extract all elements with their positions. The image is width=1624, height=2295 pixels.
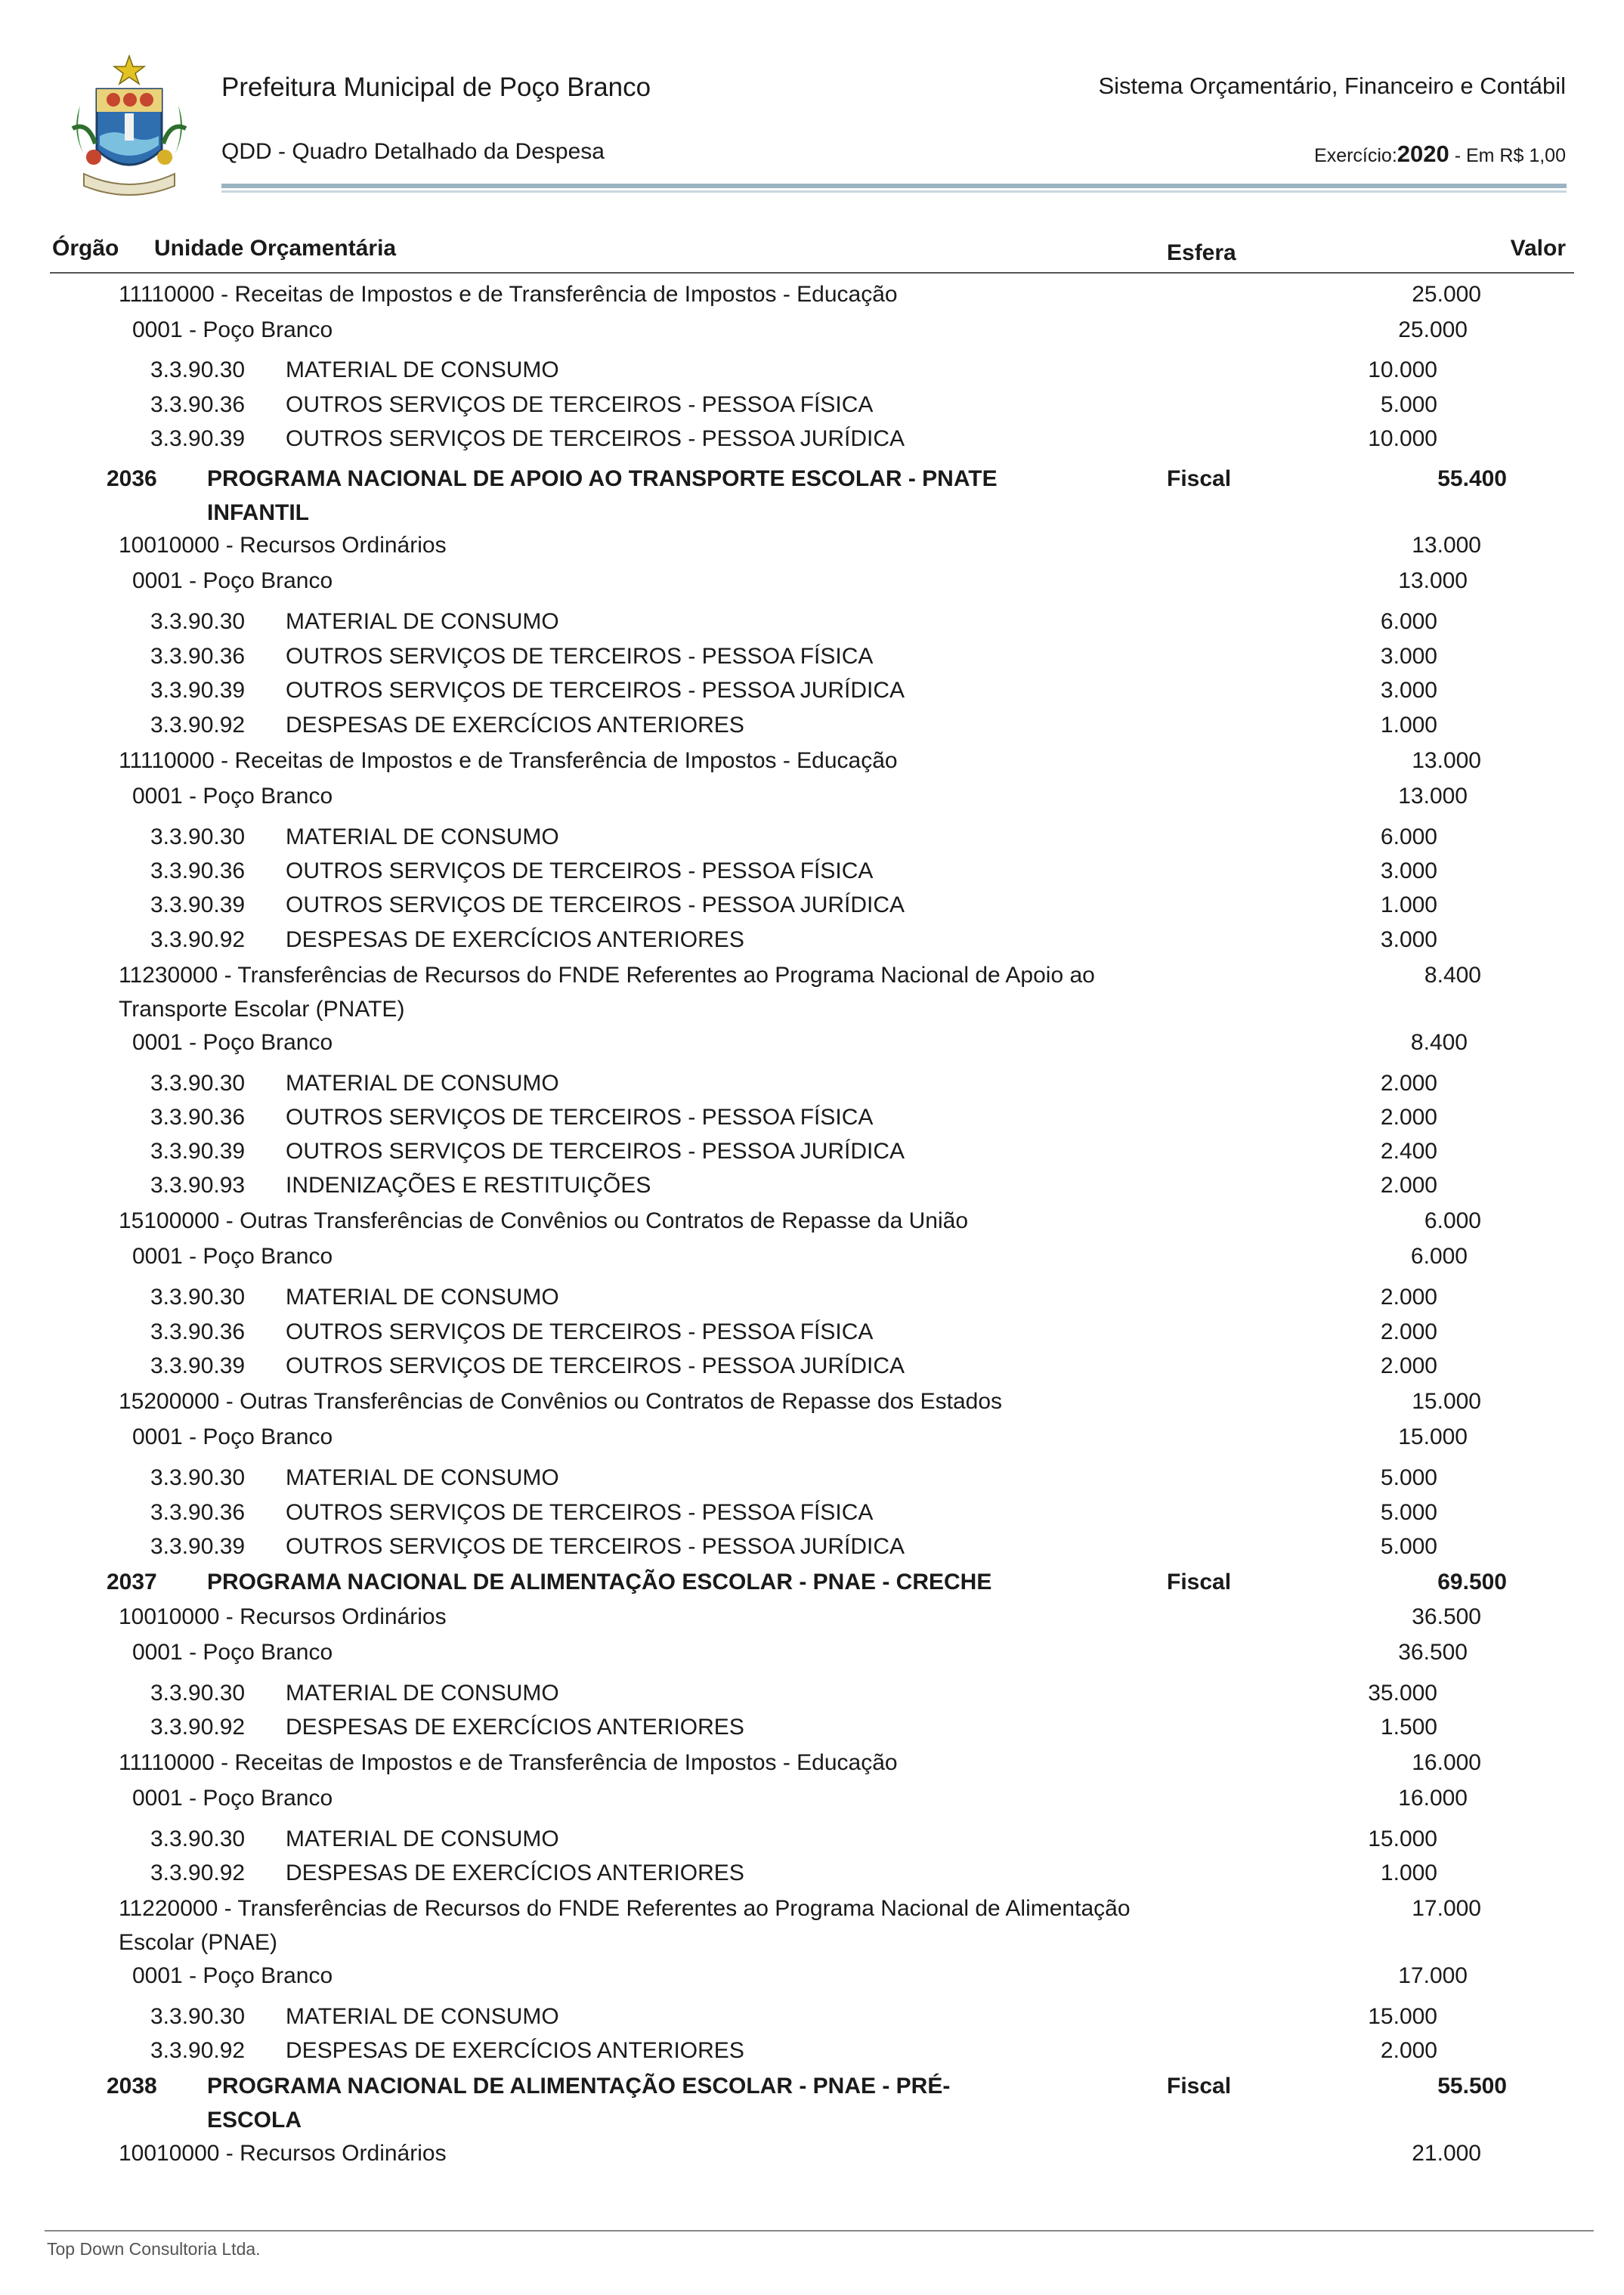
- row-value: 5.000: [1380, 392, 1437, 417]
- expense-code: 3.3.90.30: [150, 609, 246, 634]
- row-value: 3.000: [1380, 858, 1437, 883]
- row-description: 0001 - Poço Branco: [132, 784, 333, 809]
- row-value: 5.000: [1380, 1465, 1437, 1490]
- row-value: 16.000: [1412, 1750, 1481, 1775]
- row-description: DESPESAS DE EXERCÍCIOS ANTERIORES: [286, 1715, 744, 1740]
- row-description: DESPESAS DE EXERCÍCIOS ANTERIORES: [286, 927, 744, 952]
- row-description: MATERIAL DE CONSUMO: [286, 824, 559, 849]
- expense-code: 3.3.90.39: [150, 1353, 246, 1378]
- system-name: Sistema Orçamentário, Financeiro e Contábil: [1098, 73, 1566, 99]
- expense-code: 3.3.90.36: [150, 1319, 246, 1344]
- expense-code: 3.3.90.30: [150, 1465, 246, 1490]
- expense-code: 3.3.90.39: [150, 1534, 246, 1559]
- footer-rule: [45, 2230, 1594, 2232]
- row-value: 36.500: [1398, 1640, 1468, 1665]
- row-value: 13.000: [1412, 748, 1481, 773]
- row-description: OUTROS SERVIÇOS DE TERCEIROS - PESSOA FÍSICA: [286, 392, 874, 417]
- row-value: 17.000: [1398, 1963, 1468, 1988]
- row-value: 8.400: [1410, 1030, 1468, 1055]
- row-description: MATERIAL DE CONSUMO: [286, 609, 559, 634]
- row-description: 15200000 - Outras Transferências de Convênios ou Contratos de Repasse dos Estados: [119, 1389, 1003, 1414]
- column-header-orgao: Órgão: [52, 236, 119, 261]
- row-description: 11110000 - Receitas de Impostos e de Transferência de Impostos - Educação: [119, 282, 898, 307]
- row-description: OUTROS SERVIÇOS DE TERCEIROS - PESSOA FÍSICA: [286, 644, 874, 669]
- row-description: 15100000 - Outras Transferências de Convênios ou Contratos de Repasse da União: [119, 1208, 969, 1233]
- row-value: 17.000: [1412, 1896, 1481, 1921]
- row-value: 2.000: [1380, 1319, 1437, 1344]
- column-header-valor: Valor: [1510, 236, 1566, 261]
- expense-code: 3.3.90.92: [150, 2038, 246, 2063]
- row-description: OUTROS SERVIÇOS DE TERCEIROS - PESSOA FÍSICA: [286, 858, 874, 883]
- row-value: 25.000: [1398, 317, 1468, 342]
- row-value: 2.000: [1380, 1071, 1437, 1096]
- program-number: 2036: [107, 466, 157, 491]
- row-value: 13.000: [1412, 533, 1481, 558]
- row-description: OUTROS SERVIÇOS DE TERCEIROS - PESSOA JURÍDICA: [286, 1139, 905, 1164]
- program-number: 2038: [107, 2074, 157, 2099]
- row-value: 6.000: [1410, 1244, 1468, 1269]
- expense-code: 3.3.90.30: [150, 2004, 246, 2029]
- column-header-esfera: Esfera: [1167, 240, 1236, 265]
- footer-company: Top Down Consultoria Ltda.: [47, 2239, 261, 2259]
- row-value: 6.000: [1380, 609, 1437, 634]
- row-value: 15.000: [1368, 1826, 1437, 1851]
- row-value: 2.400: [1380, 1139, 1437, 1164]
- row-value: 3.000: [1380, 678, 1437, 703]
- esfera-value: Fiscal: [1167, 1570, 1232, 1594]
- row-value: 1.000: [1380, 892, 1437, 917]
- expense-code: 3.3.90.30: [150, 1285, 246, 1310]
- row-value: 36.500: [1412, 1604, 1481, 1629]
- program-title: PROGRAMA NACIONAL DE ALIMENTAÇÃO ESCOLAR - PNAE - PRÉ-ESCOLA: [207, 2074, 951, 2133]
- expense-code: 3.3.90.92: [150, 1715, 246, 1740]
- row-description: 0001 - Poço Branco: [132, 317, 333, 342]
- row-description: MATERIAL DE CONSUMO: [286, 1465, 559, 1490]
- row-value: 5.000: [1380, 1500, 1437, 1525]
- row-value: 55.500: [1437, 2074, 1507, 2099]
- row-value: 3.000: [1380, 927, 1437, 952]
- row-value: 2.000: [1380, 1105, 1437, 1130]
- row-value: 10.000: [1368, 357, 1437, 382]
- row-description: 0001 - Poço Branco: [132, 568, 333, 593]
- row-value: 2.000: [1380, 2038, 1437, 2063]
- row-description: OUTROS SERVIÇOS DE TERCEIROS - PESSOA JURÍDICA: [286, 678, 905, 703]
- row-value: 1.000: [1380, 1860, 1437, 1885]
- municipality-name: Prefeitura Municipal de Poço Branco: [221, 73, 651, 102]
- expense-code: 3.3.90.30: [150, 357, 246, 382]
- row-description: 0001 - Poço Branco: [132, 1963, 333, 1988]
- expense-code: 3.3.90.92: [150, 713, 246, 738]
- row-value: 3.000: [1380, 644, 1437, 669]
- fiscal-year-value: 2020: [1397, 141, 1449, 167]
- expense-code: 3.3.90.39: [150, 678, 246, 703]
- program-title: PROGRAMA NACIONAL DE APOIO AO TRANSPORTE ESCOLAR - PNATE INFANTIL: [207, 466, 998, 525]
- row-value: 1.500: [1380, 1715, 1437, 1740]
- expense-code: 3.3.90.36: [150, 644, 246, 669]
- row-value: 2.000: [1380, 1353, 1437, 1378]
- row-description: MATERIAL DE CONSUMO: [286, 1285, 559, 1310]
- row-description: 0001 - Poço Branco: [132, 1786, 333, 1811]
- row-value: 55.400: [1437, 466, 1507, 491]
- row-value: 13.000: [1398, 784, 1468, 809]
- row-description: 0001 - Poço Branco: [132, 1030, 333, 1055]
- row-description: OUTROS SERVIÇOS DE TERCEIROS - PESSOA JURÍDICA: [286, 892, 905, 917]
- row-description: MATERIAL DE CONSUMO: [286, 2004, 559, 2029]
- row-value: 6.000: [1424, 1208, 1481, 1233]
- row-value: 6.000: [1380, 824, 1437, 849]
- row-description: MATERIAL DE CONSUMO: [286, 1071, 559, 1096]
- row-description: 11110000 - Receitas de Impostos e de Transferência de Impostos - Educação: [119, 748, 898, 773]
- expense-code: 3.3.90.92: [150, 1860, 246, 1885]
- row-description: 10010000 - Recursos Ordinários: [119, 533, 447, 558]
- expense-code: 3.3.90.36: [150, 392, 246, 417]
- fiscal-year-label: Exercício:: [1314, 145, 1397, 166]
- expense-code: 3.3.90.36: [150, 1500, 246, 1525]
- row-description: OUTROS SERVIÇOS DE TERCEIROS - PESSOA JURÍDICA: [286, 1353, 905, 1378]
- row-description: 11220000 - Transferências de Recursos do FNDE Referentes ao Programa Nacional de Alimentação Escolar (PNAE): [119, 1896, 1131, 1955]
- esfera-value: Fiscal: [1167, 466, 1232, 491]
- row-description: 0001 - Poço Branco: [132, 1424, 333, 1449]
- row-value: 2.000: [1380, 1173, 1437, 1198]
- expense-code: 3.3.90.39: [150, 892, 246, 917]
- expense-code: 3.3.90.92: [150, 927, 246, 952]
- expense-code: 3.3.90.39: [150, 426, 246, 451]
- expense-code: 3.3.90.30: [150, 1071, 246, 1096]
- row-value: 15.000: [1398, 1424, 1468, 1449]
- row-description: 11110000 - Receitas de Impostos e de Transferência de Impostos - Educação: [119, 1750, 898, 1775]
- expense-code: 3.3.90.36: [150, 858, 246, 883]
- row-description: DESPESAS DE EXERCÍCIOS ANTERIORES: [286, 713, 744, 738]
- row-description: OUTROS SERVIÇOS DE TERCEIROS - PESSOA FÍSICA: [286, 1319, 874, 1344]
- expense-code: 3.3.90.39: [150, 1139, 246, 1164]
- row-description: INDENIZAÇÕES E RESTITUIÇÕES: [286, 1173, 651, 1198]
- expense-code: 3.3.90.93: [150, 1173, 246, 1198]
- expense-code: 3.3.90.30: [150, 1681, 246, 1706]
- expense-code: 3.3.90.36: [150, 1105, 246, 1130]
- row-description: 11230000 - Transferências de Recursos do FNDE Referentes ao Programa Nacional de Apoio ao Transporte Escolar (PNATE): [119, 963, 1095, 1022]
- row-value: 15.000: [1368, 2004, 1437, 2029]
- row-value: 8.400: [1424, 963, 1481, 988]
- row-description: 10010000 - Recursos Ordinários: [119, 1604, 447, 1629]
- row-value: 2.000: [1380, 1285, 1437, 1310]
- row-value: 10.000: [1368, 426, 1437, 451]
- row-description: DESPESAS DE EXERCÍCIOS ANTERIORES: [286, 2038, 744, 2063]
- row-value: 16.000: [1398, 1786, 1468, 1811]
- row-description: OUTROS SERVIÇOS DE TERCEIROS - PESSOA FÍSICA: [286, 1500, 874, 1525]
- row-value: 1.000: [1380, 713, 1437, 738]
- row-description: MATERIAL DE CONSUMO: [286, 1826, 559, 1851]
- column-header-unidade: Unidade Orçamentária: [154, 236, 397, 261]
- row-description: 0001 - Poço Branco: [132, 1640, 333, 1665]
- row-value: 69.500: [1437, 1570, 1507, 1594]
- row-description: MATERIAL DE CONSUMO: [286, 1681, 559, 1706]
- expense-code: 3.3.90.30: [150, 824, 246, 849]
- row-description: 0001 - Poço Branco: [132, 1244, 333, 1269]
- row-value: 13.000: [1398, 568, 1468, 593]
- row-description: 10010000 - Recursos Ordinários: [119, 2141, 447, 2166]
- row-value: 15.000: [1412, 1389, 1481, 1414]
- row-value: 21.000: [1412, 2141, 1481, 2166]
- row-description: OUTROS SERVIÇOS DE TERCEIROS - PESSOA JURÍDICA: [286, 426, 905, 451]
- row-description: DESPESAS DE EXERCÍCIOS ANTERIORES: [286, 1860, 744, 1885]
- report-title: QDD - Quadro Detalhado da Despesa: [221, 139, 605, 164]
- row-description: MATERIAL DE CONSUMO: [286, 357, 559, 382]
- esfera-value: Fiscal: [1167, 2074, 1232, 2099]
- row-value: 25.000: [1412, 282, 1481, 307]
- row-value: 5.000: [1380, 1534, 1437, 1559]
- row-description: OUTROS SERVIÇOS DE TERCEIROS - PESSOA JURÍDICA: [286, 1534, 905, 1559]
- row-description: OUTROS SERVIÇOS DE TERCEIROS - PESSOA FÍSICA: [286, 1105, 874, 1130]
- program-title: PROGRAMA NACIONAL DE ALIMENTAÇÃO ESCOLAR - PNAE - CRECHE: [207, 1570, 992, 1594]
- currency-note: - Em R$ 1,00: [1449, 145, 1566, 166]
- row-value: 35.000: [1368, 1681, 1437, 1706]
- program-number: 2037: [107, 1570, 157, 1594]
- expense-code: 3.3.90.30: [150, 1826, 246, 1851]
